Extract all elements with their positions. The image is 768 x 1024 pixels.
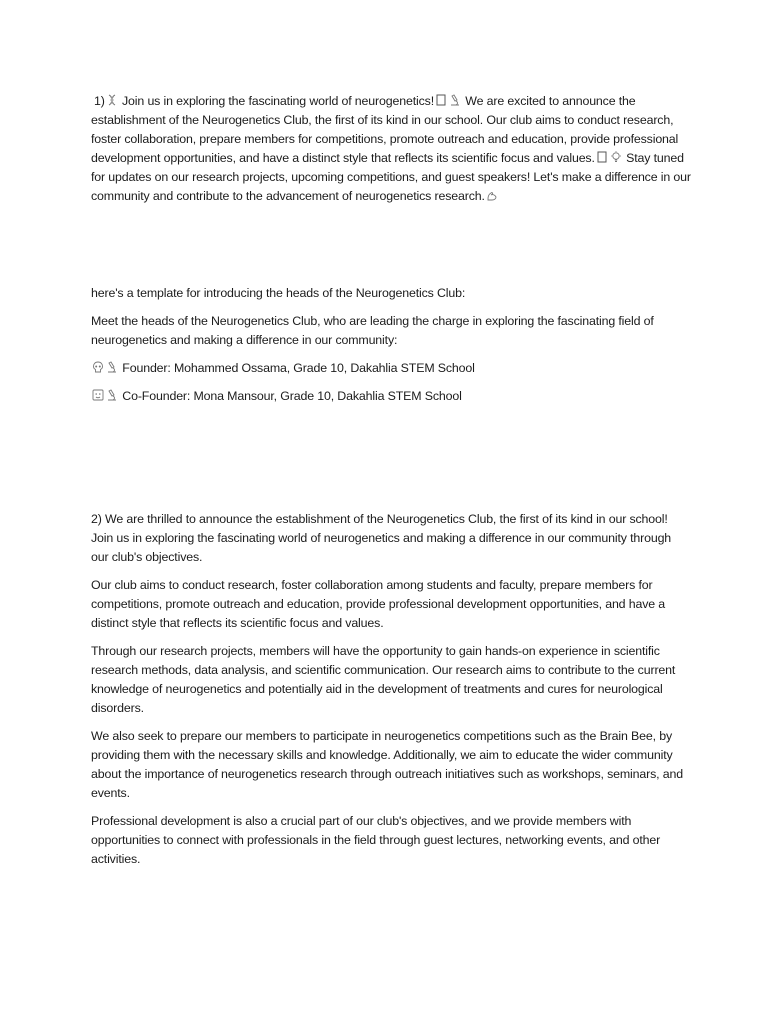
female-face-icon xyxy=(92,389,104,401)
section-1-number: 1) xyxy=(94,94,105,108)
spacer xyxy=(91,415,691,510)
section-2-paragraph-5: Professional development is also a crucial part of our club's objectives, and we provide members with opportunities to connect with professionals in the field through guest lectures, networking events, and other activities. xyxy=(91,814,661,866)
missing-glyph-icon xyxy=(435,94,447,106)
founder-text: Founder: Mohammed Ossama, Grade 10, Dakahlia STEM School xyxy=(122,361,475,375)
spacer xyxy=(91,215,691,284)
dna-icon xyxy=(106,94,118,106)
section-2-paragraph-4: We also seek to prepare our members to participate in neurogenetics competitions such as the Brain Bee, by providing them with the necessary skills and knowledge. Additionally, we aim to educate the wider community about the importance of neurogenetics research through outreach initiatives such as workshops, seminars, and events. xyxy=(91,729,683,800)
section-1-text-b: We are excited to announce the establishment of the Neurogenetics Club, the first of its kind in our school. Our club aims to conduct research, foster collaboration, prepare members for competitions, promote outreach and education, provide professional development opportunities, and have a distinct style that reflects its scientific focus and values. xyxy=(91,94,679,165)
heads-intro: here's a template for introducing the heads of the Neurogenetics Club: xyxy=(91,286,466,300)
missing-glyph-icon xyxy=(596,151,608,163)
flexed-arm-icon xyxy=(486,189,498,201)
skull-icon xyxy=(92,361,104,373)
section-2-paragraph-1: 2) We are thrilled to announce the establishment of the Neurogenetics Club, the first of its kind in our school! Join us in exploring the fascinating world of neurogenetics and making a difference in our community through our club's objectives. xyxy=(91,512,672,564)
microscope-icon xyxy=(106,389,118,401)
cofounder-text: Co-Founder: Mona Mansour, Grade 10, Dakahlia STEM School xyxy=(122,389,462,403)
heads-meet-paragraph: Meet the heads of the Neurogenetics Club, who are leading the charge in exploring the fascinating field of neurogenetics and making a difference in our community: xyxy=(91,314,654,347)
section-1-text-a: Join us in exploring the fascinating world of neurogenetics! xyxy=(122,94,434,108)
cofounder-line xyxy=(91,387,691,406)
microscope-icon xyxy=(106,361,118,373)
section-2-paragraph-2: Our club aims to conduct research, foster collaboration among students and faculty, prepare members for competitions, promote outreach and education, provide professional development opportunities, and have a distinct style that reflects its scientific focus and values. xyxy=(91,578,666,630)
section-1-paragraph xyxy=(91,92,691,206)
section-1-text-c: Stay tuned for updates on our research projects, upcoming competitions, and guest speakers! Let's make a difference in our community and contribute to the advancement of neurogenetics research. xyxy=(91,151,691,203)
section-2-paragraph-3: Through our research projects, members will have the opportunity to gain hands-on experience in scientific research methods, data analysis, and scientific communication. Our research aims to contribute to the current knowledge of neurogenetics and potentially aid in the development of treatments and cures for neurological disorders. xyxy=(91,644,676,715)
microscope-icon xyxy=(449,94,461,106)
founder-line xyxy=(91,359,691,378)
document-page xyxy=(91,92,691,878)
lightbulb-icon xyxy=(610,151,622,163)
